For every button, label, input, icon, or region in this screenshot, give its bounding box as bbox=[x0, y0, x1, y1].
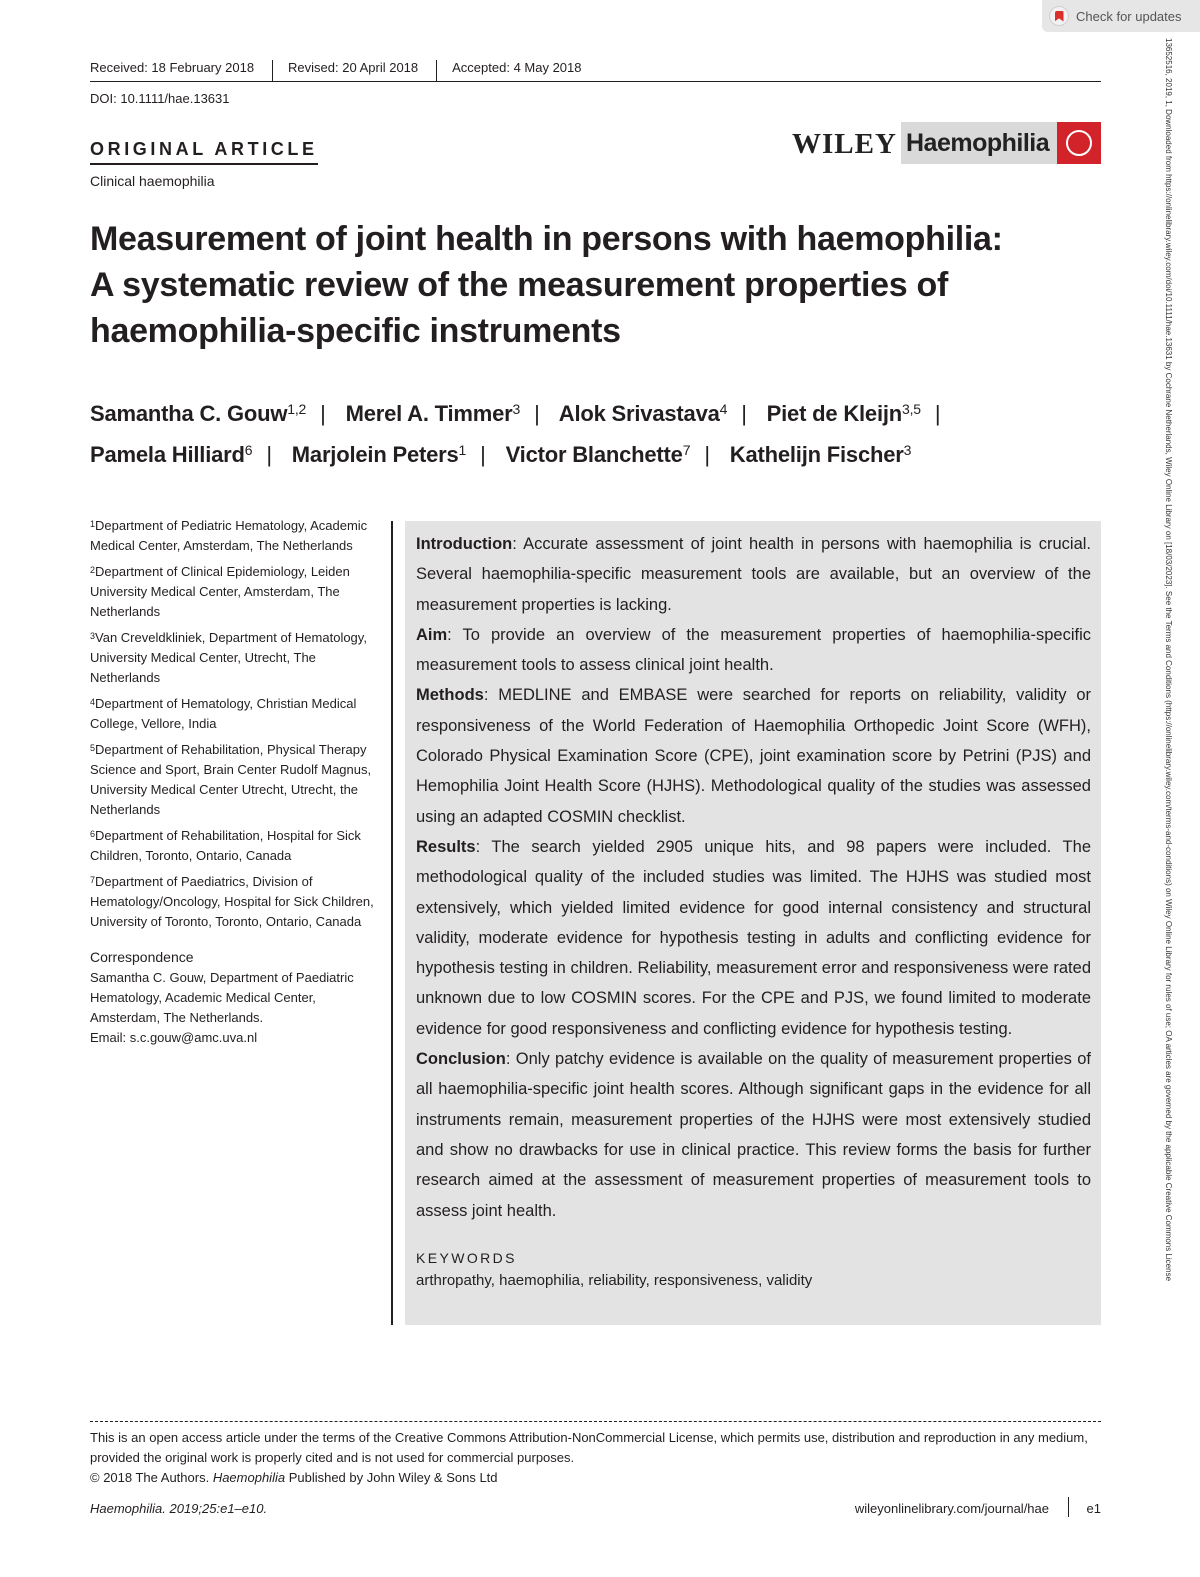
citation: Haemophilia. 2019;25:e1–e10. bbox=[90, 1501, 268, 1516]
journal-logo bbox=[901, 122, 1101, 164]
publisher-logo: WILEY bbox=[792, 128, 897, 160]
affiliation: $^2$Department of Clinical Epidemiology, Leiden University Medical Center, Amsterdam, The Netherlands bbox=[90, 564, 350, 619]
doi[interactable]: DOI: 10.1111/hae.13631 bbox=[90, 91, 230, 106]
affiliation: $^5$Department of Rehabilitation, Physical Therapy Science and Sport, Brain Center Rudolf Magnus, University Medical Center Utrecht, Utrecht, the Netherlands bbox=[90, 742, 372, 817]
page-footer bbox=[90, 1497, 1101, 1521]
article-type: ORIGINAL ARTICLE bbox=[90, 139, 318, 165]
keywords-heading: KEYWORDS bbox=[416, 1249, 517, 1266]
check-for-updates-button[interactable] bbox=[1042, 0, 1200, 32]
author[interactable]: Victor Blanchette$^7$ bbox=[505, 442, 691, 467]
abstract-conclusion: Conclusion: Only patchy evidence is available on the quality of measurement properties of all haemophilia-specific joint health scores. Although significant gaps in the evidence for all instruments remain, measurement properties of the HJHS were most extensively studied and show no drawbacks for use in clinical practice. This review forms the basis for further research aimed at the assessment of measurement properties of measurement tools to assess joint health. bbox=[416, 1050, 1091, 1220]
license-notice bbox=[90, 1421, 1101, 1488]
page-number: e1 bbox=[1086, 1501, 1101, 1516]
title-line: Measurement of joint health in persons with haemophilia: bbox=[90, 220, 1003, 258]
affiliation: $^6$Department of Rehabilitation, Hospital for Sick Children, Toronto, Ontario, Canada bbox=[90, 828, 361, 863]
revised-date: Revised: 20 April 2018 bbox=[272, 60, 436, 82]
author[interactable]: Kathelijn Fischer$^3$ bbox=[729, 442, 912, 467]
affiliation: $^7$Department of Paediatrics, Division of Hematology/Oncology, Hospital for Sick Children, University of Toronto, Toronto, Ontario, Canada bbox=[90, 874, 374, 929]
author[interactable]: Marjolein Peters$^1$ bbox=[291, 442, 467, 467]
correspondence-email[interactable]: Email: s.c.gouw@amc.uva.nl bbox=[90, 1030, 258, 1045]
abstract-aim: Aim: To provide an overview of the measurement properties of haemophilia-specific measurement tools to assess clinical joint health. bbox=[416, 625, 1091, 675]
abstract-results: Results: The search yielded 2905 unique hits, and 98 papers were included. The methodological quality of the included studies was limited. The HJHS was studied most extensively, which yielded limited evidence for good internal consistency and structural validity, moderate evidence for hypothesis testing in adults and conflicting evidence for hypothesis testing in children. Reliability, measurement error and responsiveness were rated unknown due to low COSMIN scores. For the CPE and PJS, we found limited to moderate evidence for good responsiveness and conflicting evidence for hypothesis testing. bbox=[416, 837, 1091, 1038]
license-text: This is an open access article under the terms of the Creative Commons Attribution-NonCommercial License, which permits use, distribution and reproduction in any medium, provided the original work is properly cited and is not used for commercial purposes. bbox=[90, 1430, 1088, 1465]
author[interactable]: Merel A. Timmer$^3$ bbox=[345, 401, 521, 426]
affiliations bbox=[90, 516, 380, 1048]
article-dates bbox=[90, 60, 1101, 82]
journal-name: Haemophilia bbox=[906, 128, 1050, 157]
journal-emblem-icon bbox=[1057, 122, 1101, 164]
author[interactable]: Samantha C. Gouw$^{1,2}$ bbox=[90, 401, 307, 426]
title-line: haemophilia-specific instruments bbox=[90, 312, 621, 350]
keywords: arthropathy, haemophilia, reliability, responsiveness, validity bbox=[416, 1271, 813, 1289]
author[interactable]: Alok Srivastava$^4$ bbox=[558, 401, 728, 426]
download-side-note: 13652516, 2019, 1, Downloaded from https://onlinelibrary.wiley.com/doi/10.1111/hae.13631 by Cochrane Netherlands, Wiley Online Library on [18/03/2023]. See the Terms and Conditions (https://onlinelibrary.wiley.com/terms-and-conditions) on Wiley Online Library for rules of use; OA articles are governed by the applicable Creative Commons License bbox=[1164, 38, 1173, 1282]
received-date: Received: 18 February 2018 bbox=[90, 60, 255, 75]
author[interactable]: Piet de Kleijn$^{3,5}$ bbox=[766, 401, 921, 426]
check-for-updates-label: Check for updates bbox=[1076, 8, 1182, 24]
author-list: Samantha C. Gouw$^{1,2}$ | Merel A. Timmer$^3$ | Alok Srivastava$^4$ | Piet de Kleijn$^{3,5}$ | Pamela Hilliard$^6$ | Marjolein Peters$^1$ | Victor Blanchette$^7$ | Kathelijn Fischer$^3$ bbox=[90, 401, 941, 467]
abstract-box bbox=[405, 521, 1101, 1325]
abstract-rule bbox=[391, 521, 393, 1325]
abstract-introduction: Introduction: Accurate assessment of joint health in persons with haemophilia is crucial. Several haemophilia-specific measurement tools are available, but an overview of the measurement properties is lacking. bbox=[416, 535, 1091, 614]
affiliation: $^1$Department of Pediatric Hematology, Academic Medical Center, Amsterdam, The Netherlands bbox=[90, 518, 368, 553]
article-title bbox=[90, 216, 1090, 354]
author[interactable]: Pamela Hilliard$^6$ bbox=[90, 442, 253, 467]
affiliation: $^4$Department of Hematology, Christian Medical College, Vellore, India bbox=[90, 696, 357, 731]
article-section: Clinical haemophilia bbox=[90, 173, 215, 189]
bookmark-icon bbox=[1049, 6, 1069, 26]
accepted-date: Accepted: 4 May 2018 bbox=[436, 60, 599, 82]
journal-url[interactable]: wileyonlinelibrary.com/journal/hae bbox=[854, 1501, 1049, 1516]
title-line: A systematic review of the measurement properties of bbox=[90, 266, 948, 304]
copyright-line: © 2018 The Authors. Haemophilia Published by John Wiley & Sons Ltd bbox=[90, 1470, 498, 1485]
footer-divider bbox=[1068, 1497, 1069, 1517]
abstract-methods: Methods: MEDLINE and EMBASE were searched for reports on reliability, validity or responsiveness of the World Federation of Haemophilia Orthopedic Joint Score (WFH), Colorado Physical Examination Score (CPE), joint examination score by Petrini (PJS) and Hemophilia Joint Health Score (HJHS). Methodological quality of the studies was assessed using an adapted COSMIN checklist. bbox=[416, 686, 1091, 826]
affiliation: $^3$Van Creveldkliniek, Department of Hematology, University Medical Center, Utrecht, The Netherlands bbox=[90, 630, 367, 685]
correspondence-text: Samantha C. Gouw, Department of Paediatric Hematology, Academic Medical Center, Amsterdam, The Netherlands. bbox=[90, 970, 354, 1025]
correspondence-heading: Correspondence bbox=[90, 949, 194, 965]
